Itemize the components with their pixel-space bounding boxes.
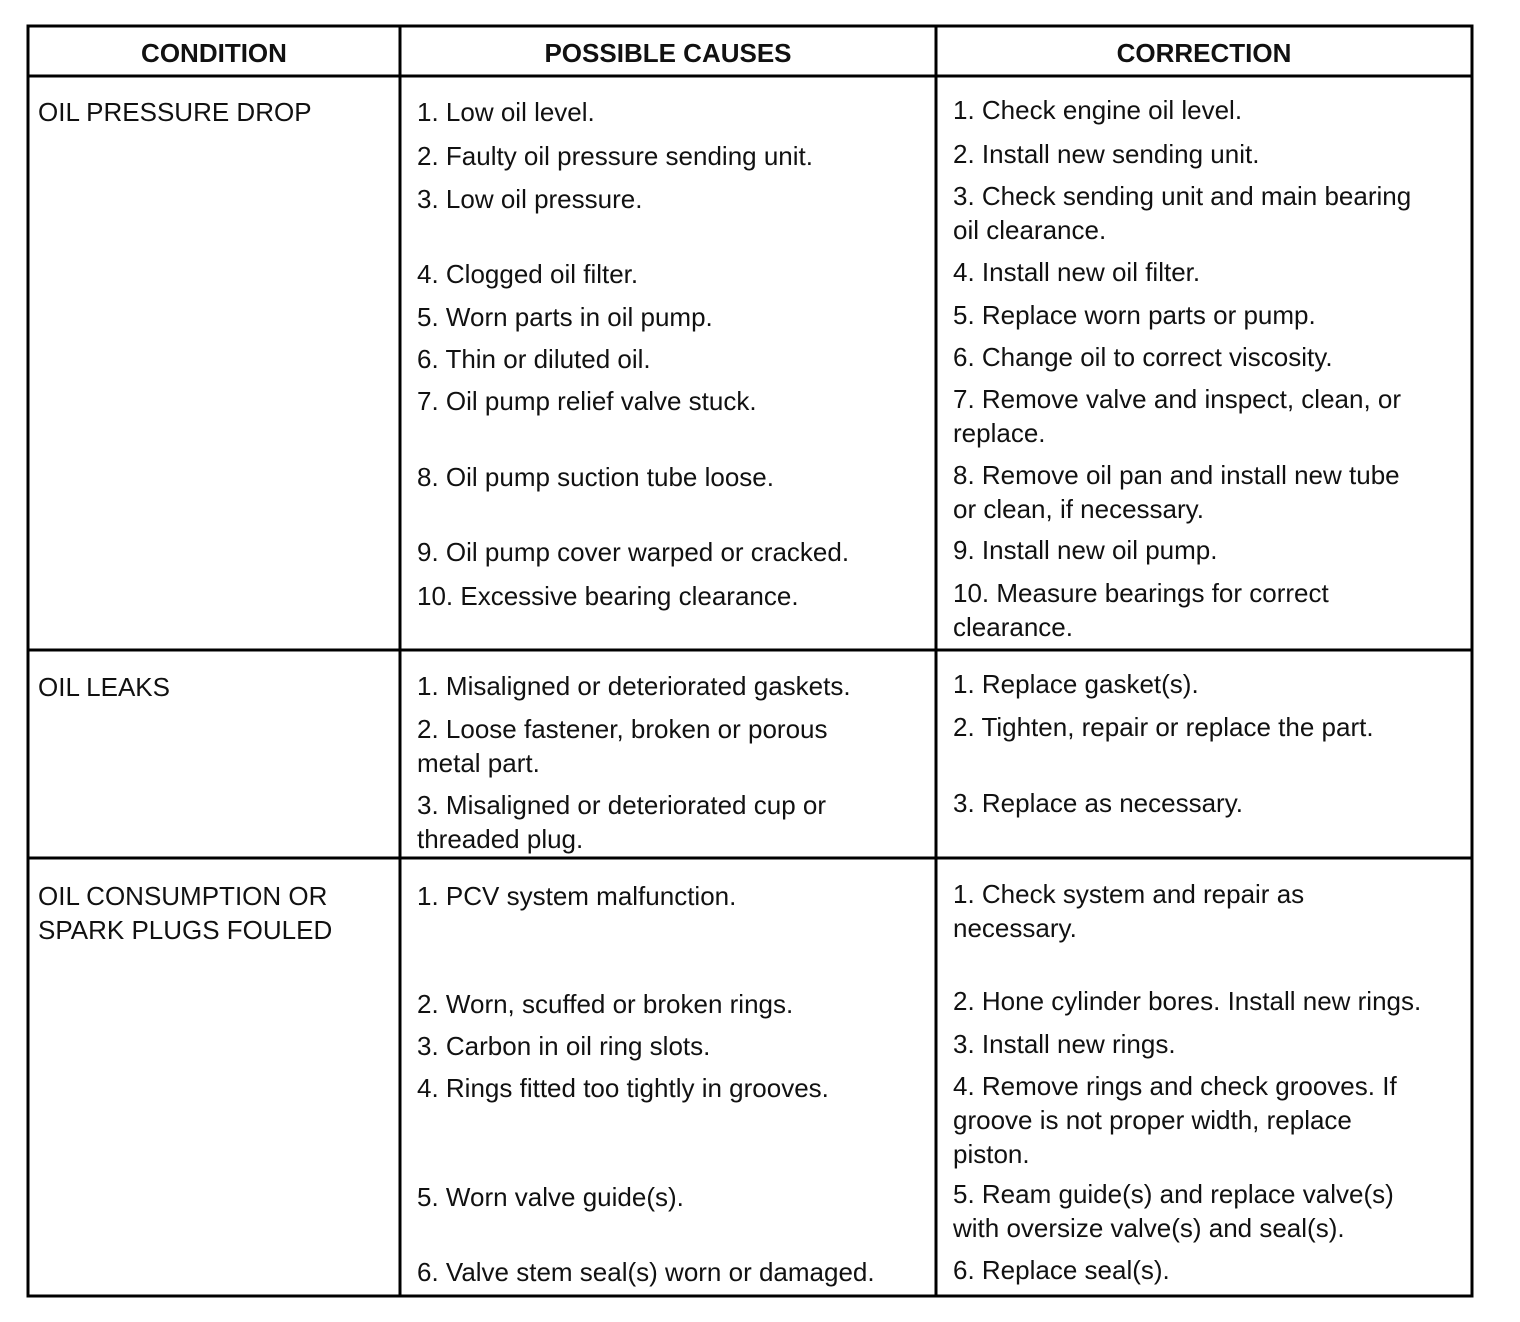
cause-text: 2. Loose fastener, broken or porous bbox=[417, 714, 828, 744]
correction-text: replace. bbox=[953, 418, 1046, 448]
correction-text: 10. Measure bearings for correct bbox=[953, 578, 1329, 608]
cause-text: 7. Oil pump relief valve stuck. bbox=[417, 386, 757, 416]
condition-cell: OIL CONSUMPTION OR bbox=[38, 881, 328, 911]
correction-text: 6. Replace seal(s). bbox=[953, 1255, 1170, 1285]
cause-text: 3. Low oil pressure. bbox=[417, 184, 643, 214]
correction-text: 2. Hone cylinder bores. Install new rings. bbox=[953, 986, 1422, 1016]
correction-text: 1. Check system and repair as bbox=[953, 879, 1305, 909]
header-possible-causes: POSSIBLE CAUSES bbox=[544, 38, 792, 68]
cause-text: 1. Low oil level. bbox=[417, 97, 595, 127]
correction-text: 1. Check engine oil level. bbox=[953, 95, 1243, 125]
cause-text: 5. Worn valve guide(s). bbox=[417, 1182, 684, 1212]
cause-text: threaded plug. bbox=[417, 824, 584, 854]
correction-text: 4. Remove rings and check grooves. If bbox=[953, 1071, 1397, 1101]
correction-text: 7. Remove valve and inspect, clean, or bbox=[953, 384, 1402, 414]
cause-text: 2. Worn, scuffed or broken rings. bbox=[417, 989, 794, 1019]
header-condition: CONDITION bbox=[141, 38, 287, 68]
correction-text: 5. Ream guide(s) and replace valve(s) bbox=[953, 1179, 1394, 1209]
correction-text: 3. Check sending unit and main bearing bbox=[953, 181, 1412, 211]
correction-text: 3. Replace as necessary. bbox=[953, 788, 1243, 818]
correction-text: 2. Install new sending unit. bbox=[953, 139, 1260, 169]
correction-text: groove is not proper width, replace bbox=[953, 1105, 1352, 1135]
cause-text: 4. Clogged oil filter. bbox=[417, 259, 639, 289]
correction-text: 3. Install new rings. bbox=[953, 1029, 1176, 1059]
correction-text: 6. Change oil to correct viscosity. bbox=[953, 342, 1333, 372]
cause-text: 9. Oil pump cover warped or cracked. bbox=[417, 537, 850, 567]
cause-text: metal part. bbox=[417, 748, 540, 778]
correction-text: piston. bbox=[953, 1139, 1030, 1169]
cause-text: 4. Rings fitted too tightly in grooves. bbox=[417, 1073, 829, 1103]
correction-text: 1. Replace gasket(s). bbox=[953, 669, 1199, 699]
cause-text: 10. Excessive bearing clearance. bbox=[417, 581, 799, 611]
correction-text: 2. Tighten, repair or replace the part. bbox=[953, 712, 1374, 742]
cause-text: 6. Thin or diluted oil. bbox=[417, 344, 651, 374]
correction-text: oil clearance. bbox=[953, 215, 1107, 245]
cause-text: 5. Worn parts in oil pump. bbox=[417, 302, 713, 332]
cause-text: 6. Valve stem seal(s) worn or damaged. bbox=[417, 1257, 875, 1287]
cause-text: 8. Oil pump suction tube loose. bbox=[417, 462, 774, 492]
cause-text: 3. Carbon in oil ring slots. bbox=[417, 1031, 711, 1061]
condition-cell: SPARK PLUGS FOULED bbox=[38, 915, 333, 945]
cause-text: 3. Misaligned or deteriorated cup or bbox=[417, 790, 827, 820]
correction-text: clearance. bbox=[953, 612, 1073, 642]
header-correction: CORRECTION bbox=[1116, 38, 1292, 68]
condition-cell: OIL LEAKS bbox=[38, 672, 170, 702]
cause-text: 1. PCV system malfunction. bbox=[417, 881, 737, 911]
correction-text: or clean, if necessary. bbox=[953, 494, 1204, 524]
cause-text: 1. Misaligned or deteriorated gaskets. bbox=[417, 671, 851, 701]
correction-text: 5. Replace worn parts or pump. bbox=[953, 300, 1316, 330]
correction-text: 9. Install new oil pump. bbox=[953, 535, 1218, 565]
correction-text: with oversize valve(s) and seal(s). bbox=[953, 1213, 1345, 1243]
correction-text: 4. Install new oil filter. bbox=[953, 257, 1201, 287]
condition-cell: OIL PRESSURE DROP bbox=[38, 97, 312, 127]
correction-text: necessary. bbox=[953, 913, 1077, 943]
correction-text: 8. Remove oil pan and install new tube bbox=[953, 460, 1400, 490]
cause-text: 2. Faulty oil pressure sending unit. bbox=[417, 141, 813, 171]
